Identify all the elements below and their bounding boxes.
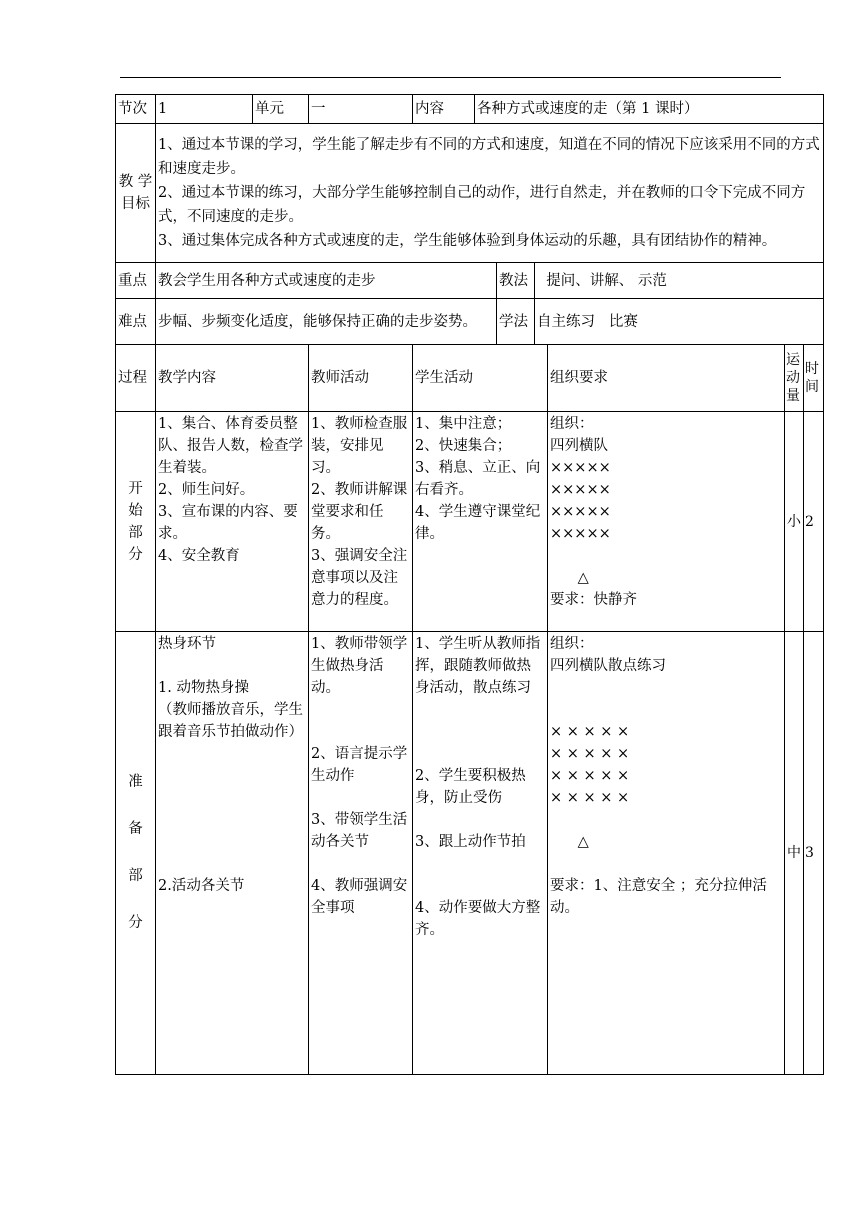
section-student-start: 1、集中注意； 2、快速集合； 3、稍息、立正、向右看齐。 4、学生遵守课堂纪律。 bbox=[413, 412, 548, 632]
section-label-char: 分 bbox=[128, 915, 143, 931]
lesson-plan-table bbox=[115, 94, 824, 1075]
key-point-row bbox=[116, 263, 824, 299]
unit-value: 一 bbox=[309, 95, 413, 124]
section-label-char: 准 bbox=[128, 774, 143, 790]
section-content-prep: 热身环节 1. 动物热身操 （教师播放音乐，学生跟着音乐节拍做动作） 2.活动各关节 bbox=[156, 632, 309, 1075]
exercise-load-header: 运 动 量 bbox=[785, 345, 804, 412]
section-label-start bbox=[116, 412, 156, 632]
process-header-row bbox=[116, 345, 824, 412]
key-point-text: 教会学生用各种方式或速度的走步 bbox=[156, 263, 497, 299]
lesson-label: 节次 bbox=[116, 95, 156, 124]
difficulty-row bbox=[116, 299, 824, 345]
objectives-label: 教 学 目标 bbox=[116, 124, 156, 263]
section-label-char: 部 bbox=[128, 524, 143, 541]
teacher-activity-header: 教师活动 bbox=[309, 345, 413, 412]
difficulty-label: 难点 bbox=[116, 299, 156, 345]
section-teacher-prep: 1、教师带领学生做热身活动。 2、语言提示学生动作 3、带领学生活动各关节 4、教师强调安全事项 bbox=[309, 632, 413, 1075]
unit-label: 单元 bbox=[253, 95, 309, 124]
content-header: 教学内容 bbox=[156, 345, 309, 412]
objectives-text: 1、通过本节课的学习，学生能了解走步有不同的方式和速度，知道在不同的情况下应该采用不同的方式和速度走步。 2、通过本节课的练习，大部分学生能够控制自己的动作，进行自然走，并在教师的口令下完成不同方式，不同速度的走步。 3、通过集体完成各种方式或速度的走，学生能够体验到身体运动的乐趣，具有团结协作的精神。 bbox=[156, 124, 824, 263]
section-organization-start: 组织： 四列横队 ××××× ××××× ××××× ××××× △ 要求：快静齐 bbox=[548, 412, 785, 632]
content-value: 各种方式或速度的走（第 1 课时） bbox=[475, 95, 824, 124]
section-organization-prep: 组织： 四列横队散点练习 × × × × × × × × × × × × × × × × × × × × △ 要求：1、注意安全 ；充分拉伸活动。 bbox=[548, 632, 785, 1075]
lesson-value: 1 bbox=[156, 95, 253, 124]
teaching-method-value: 提问、讲解、 示范 bbox=[535, 263, 824, 299]
section-time-prep: 3 bbox=[804, 632, 824, 1075]
section-label-char: 开 bbox=[128, 480, 143, 497]
content-label: 内容 bbox=[413, 95, 475, 124]
study-method-label: 学法 bbox=[497, 299, 535, 345]
teaching-method-label: 教法 bbox=[497, 263, 535, 299]
section-teacher-start: 1、教师检查服装，安排见习。 2、教师讲解课堂要求和任务。 3、强调安全注意事项以及注意力的程度。 bbox=[309, 412, 413, 632]
section-student-prep: 1、学生听从教师指挥，跟随教师做热身活动，散点练习 2、学生要积极热身，防止受伤 3、跟上动作节拍 4、动作要做大方整齐。 bbox=[413, 632, 548, 1075]
difficulty-text: 步幅、步频变化适度，能够保持正确的走步姿势。 bbox=[156, 299, 497, 345]
section-row-start bbox=[116, 412, 824, 632]
header-row bbox=[116, 95, 824, 124]
section-label-char: 分 bbox=[128, 546, 143, 563]
header-rule bbox=[120, 77, 781, 78]
process-header: 过程 bbox=[116, 345, 156, 412]
section-label-char: 始 bbox=[128, 502, 143, 519]
section-content-start: 1、集合、体育委员整队、报告人数，检查学生着装。 2、师生问好。 3、宣布课的内容、要求。 4、安全教育 bbox=[156, 412, 309, 632]
section-label-char: 部 bbox=[128, 868, 143, 884]
section-load-prep: 中 bbox=[785, 632, 804, 1075]
organization-header: 组织要求 bbox=[548, 345, 785, 412]
student-activity-header: 学生活动 bbox=[413, 345, 548, 412]
study-method-value: 自主练习 比赛 bbox=[535, 299, 824, 345]
objectives-row bbox=[116, 124, 824, 263]
section-time-start: 2 bbox=[804, 412, 824, 632]
section-row-prep bbox=[116, 632, 824, 1075]
key-point-label: 重点 bbox=[116, 263, 156, 299]
section-label-char: 备 bbox=[128, 821, 143, 837]
section-label-prep bbox=[116, 632, 156, 1075]
section-load-start: 小 bbox=[785, 412, 804, 632]
time-header: 时 间 bbox=[804, 345, 824, 412]
